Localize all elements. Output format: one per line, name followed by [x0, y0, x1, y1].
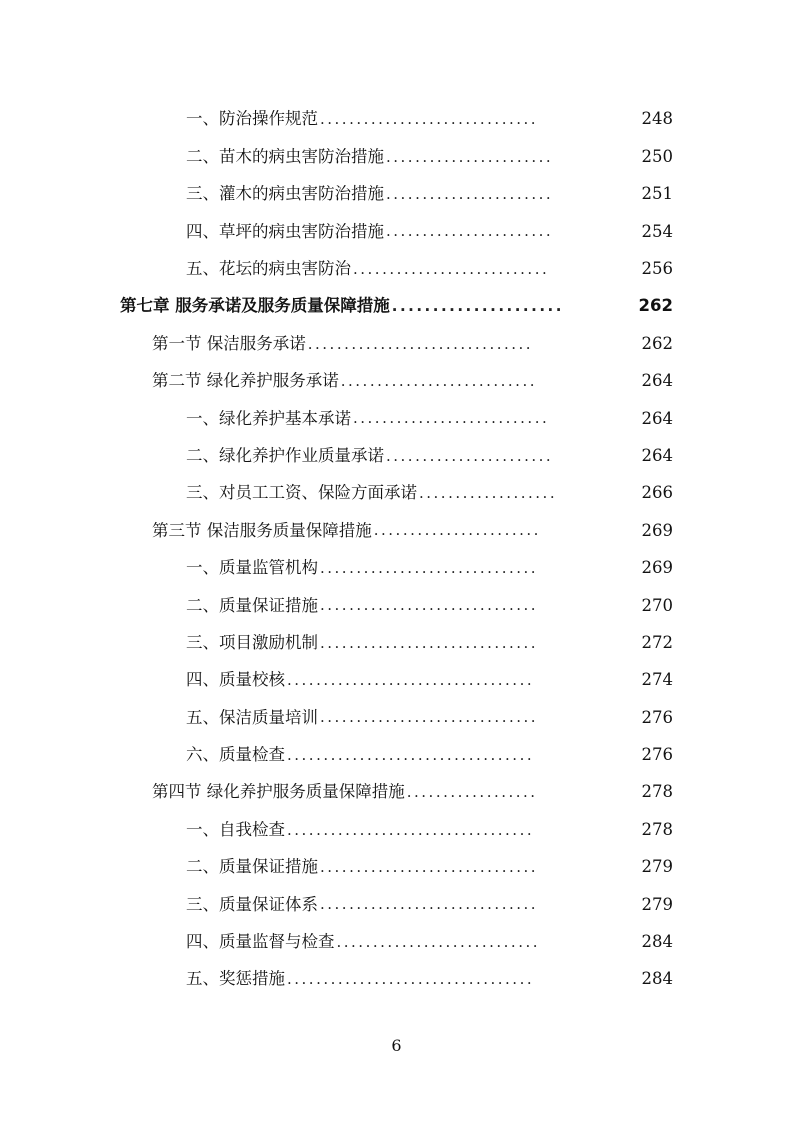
toc-entry[interactable]	[0, 886, 793, 923]
toc-dot-leader: ...................	[419, 486, 558, 502]
toc-dot-leader: ..............................	[320, 112, 539, 128]
toc-entry[interactable]	[0, 737, 793, 774]
toc-dot-leader: ...........................	[353, 261, 550, 277]
toc-entry[interactable]	[0, 811, 793, 848]
toc-dot-leader: ..................	[406, 785, 538, 801]
toc-section-label: 第一节 保洁服务承诺	[152, 333, 306, 353]
toc-page-number: 251	[641, 184, 673, 204]
toc-entry-label: 二、质量保证措施	[186, 857, 318, 877]
toc-entry[interactable]	[0, 176, 793, 213]
toc-chapter-label: 第七章 服务承诺及服务质量保障措施	[120, 296, 390, 316]
toc-entry[interactable]	[0, 251, 793, 288]
toc-entry[interactable]	[0, 101, 793, 138]
toc-page-number: 284	[641, 932, 673, 952]
toc-page-number: 264	[641, 371, 673, 391]
toc-dot-leader: .......................	[386, 224, 554, 240]
toc-dot-leader: ...............................	[307, 336, 534, 352]
toc-section-entry[interactable]	[0, 512, 793, 549]
toc-page-number: 269	[641, 558, 673, 578]
toc-entry[interactable]	[0, 550, 793, 587]
toc-entry[interactable]	[0, 213, 793, 250]
toc-entry-label: 一、自我检查	[186, 819, 285, 839]
toc-entry[interactable]	[0, 438, 793, 475]
toc-page-number: 270	[641, 595, 673, 615]
toc-entry-label: 三、项目激励机制	[186, 632, 318, 652]
toc-dot-leader: ..............................	[320, 897, 539, 913]
toc-entry-label: 三、灌木的病虫害防治措施	[186, 184, 384, 204]
toc-section-entry[interactable]	[0, 363, 793, 400]
toc-section-label: 第二节 绿化养护服务承诺	[152, 371, 339, 391]
toc-page-number: 274	[641, 670, 673, 690]
toc-entry-label: 二、质量保证措施	[186, 595, 318, 615]
toc-entry[interactable]	[0, 961, 793, 998]
toc-entry-label: 一、防治操作规范	[186, 109, 318, 129]
toc-dot-leader: .......................	[386, 149, 554, 165]
toc-dot-leader: ..............................	[320, 560, 539, 576]
toc-section-label: 第三节 保洁服务质量保障措施	[152, 520, 372, 540]
toc-page-number: 248	[641, 109, 673, 129]
toc-dot-leader: ..............................	[320, 598, 539, 614]
toc-page-number: 250	[641, 146, 673, 166]
toc-dot-leader: ..................................	[287, 747, 535, 763]
toc-section-entry[interactable]	[0, 325, 793, 362]
toc-entry[interactable]	[0, 924, 793, 961]
toc-entry[interactable]	[0, 849, 793, 886]
toc-entry-label: 一、质量监管机构	[186, 558, 318, 578]
toc-page-number: 279	[641, 894, 673, 914]
toc-page-number: 279	[641, 857, 673, 877]
toc-page-number: 284	[641, 969, 673, 989]
toc-page-number: 266	[641, 483, 673, 503]
toc-dot-leader: ..................................	[287, 673, 535, 689]
toc-chapter-entry[interactable]	[0, 288, 793, 325]
toc-dot-leader: .....................	[391, 299, 564, 315]
toc-entry-label: 三、对员工工资、保险方面承诺	[186, 483, 417, 503]
toc-entry-label: 五、奖惩措施	[186, 969, 285, 989]
toc-entry[interactable]	[0, 138, 793, 175]
toc-dot-leader: ...........................	[353, 411, 550, 427]
toc-entry[interactable]	[0, 475, 793, 512]
toc-page-number: 256	[641, 259, 673, 278]
toc-entry-label: 二、绿化养护作业质量承诺	[186, 445, 384, 465]
toc-entry-label: 五、保洁质量培训	[186, 707, 318, 727]
toc-dot-leader: .......................	[373, 523, 541, 539]
toc-entry-label: 五、花坛的病虫害防治	[186, 259, 351, 278]
toc-page-number: 254	[641, 221, 673, 241]
toc-section-label: 第四节 绿化养护服务质量保障措施	[152, 782, 405, 802]
toc-entry[interactable]	[0, 624, 793, 661]
toc-page-number: 262	[641, 333, 673, 353]
toc-entry-label: 一、绿化养护基本承诺	[186, 408, 351, 428]
table-of-contents	[0, 101, 793, 998]
toc-dot-leader: ............................	[336, 934, 541, 950]
toc-entry-label: 三、质量保证体系	[186, 894, 318, 914]
toc-dot-leader: .......................	[386, 186, 554, 202]
toc-section-entry[interactable]	[0, 774, 793, 811]
toc-page-number: 276	[641, 707, 673, 727]
toc-entry-label: 六、质量检查	[186, 745, 285, 765]
toc-dot-leader: ..............................	[320, 635, 539, 651]
toc-page-number: 262	[638, 296, 673, 316]
toc-page-number: 276	[641, 745, 673, 765]
toc-entry[interactable]	[0, 662, 793, 699]
toc-page-number: 272	[641, 632, 673, 652]
toc-entry[interactable]	[0, 400, 793, 437]
toc-dot-leader: ..............................	[320, 710, 539, 726]
toc-page-number: 278	[641, 782, 673, 802]
toc-entry-label: 四、质量监督与检查	[186, 932, 335, 952]
toc-page-number: 264	[641, 445, 673, 465]
toc-page-number: 269	[641, 520, 673, 540]
toc-entry[interactable]	[0, 587, 793, 624]
page-number-footer: 6	[391, 1036, 402, 1055]
toc-entry-label: 四、质量校核	[186, 670, 285, 690]
toc-page-number: 278	[641, 819, 673, 839]
toc-entry-label: 二、苗木的病虫害防治措施	[186, 146, 384, 166]
toc-dot-leader: ..............................	[320, 860, 539, 875]
toc-dot-leader: .......................	[386, 448, 554, 464]
toc-entry[interactable]	[0, 699, 793, 736]
toc-entry-label: 四、草坪的病虫害防治措施	[186, 221, 384, 241]
toc-dot-leader: ..................................	[287, 972, 535, 988]
toc-page-number: 264	[641, 408, 673, 428]
toc-dot-leader: ..................................	[287, 822, 535, 838]
toc-dot-leader: ...........................	[340, 373, 537, 389]
